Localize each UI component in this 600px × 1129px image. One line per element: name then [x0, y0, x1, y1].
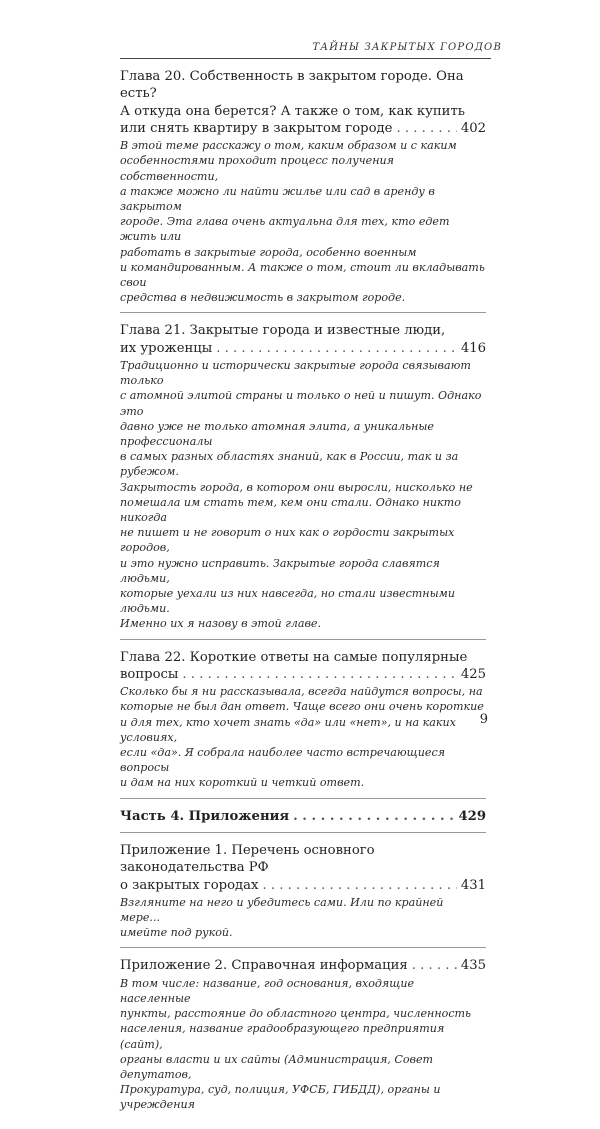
entry-title [120, 68, 486, 137]
entry-description-line: пункты, расстояние до областного центра, численность [120, 1007, 472, 1021]
entry-title [120, 808, 486, 825]
entry-description-line: В этой теме расскажу о том, каким образом и с каким [120, 139, 457, 153]
entry-leader-line [120, 120, 486, 137]
entry-description-line: которые не был дан ответ. Чаще всего они очень короткие [120, 700, 484, 714]
entry-description-line: не пишет и не говорит о них как о гордости закрытых городов, [120, 526, 455, 555]
entry-leader-line [120, 808, 486, 825]
entry-description-line: если «да». Я собрала наиболее часто встречающиеся вопросы [120, 746, 446, 775]
dot-leader [262, 877, 456, 894]
header-rule [120, 58, 491, 59]
dot-leader [216, 340, 457, 357]
entry-description-line: средства в недвижимость в закрытом городе. [120, 291, 406, 305]
entry-description-line: а также можно ли найти жилье или сад в аренду в закрытом [120, 184, 435, 213]
dot-leader [396, 120, 456, 137]
entry-description-line: городе. Эта глава очень актуальна для тех, кто едет жить или [120, 215, 450, 244]
entry-description-line: органы власти и их сайты (Администрация, Совет депутатов, [120, 1052, 434, 1081]
toc-entry [120, 68, 486, 313]
entry-description-line: давно уже не только атомная элита, а уникальные профессионалы [120, 419, 434, 449]
entry-description-line: Прокуратура, суд, полиция, УФСБ, ГИБДД), органы и учреждения [120, 1083, 441, 1112]
entry-description-line: населения, название градообразующего предприятия (сайт), [120, 1022, 445, 1051]
entry-title [120, 322, 486, 357]
entry-description-line: с атомной элитой страны и только о ней и пишут. Однако это [120, 389, 482, 418]
entry-description [120, 895, 486, 941]
entry-page-number: 416 [460, 340, 486, 356]
entry-description-line: особенностями проходит процесс получения собственности, [120, 154, 395, 183]
entry-title-last-line: их уроженцы [120, 340, 213, 356]
entry-page-number: 402 [460, 120, 486, 136]
entry-page-number: 429 [458, 808, 486, 824]
entry-leader-line [120, 666, 486, 683]
toc-entry [120, 649, 486, 799]
entry-description [120, 976, 486, 1113]
running-head: ТАЙНЫ ЗАКРЫТЫХ ГОРОДОВ [312, 42, 502, 53]
entry-title-last-line: о закрытых городах [120, 877, 259, 893]
entry-leader-line [120, 957, 486, 974]
entry-title-line: Глава 21. Закрытые города и известные люди, [120, 323, 446, 339]
entry-title-line: А откуда она берется? А также о том, как купить [120, 103, 465, 119]
entry-description-line: и дам на них короткий и четкий ответ. [120, 776, 365, 790]
entry-page-number: 425 [460, 666, 486, 682]
entry-leader-line [120, 340, 486, 357]
entry-title-line: Приложение 1. Перечень основного законодательства РФ [120, 842, 375, 876]
entry-description-line: в самых разных областях знаний, как в России, так и за рубежом. [120, 450, 459, 479]
entry-description [120, 358, 486, 632]
entry-title [120, 957, 486, 974]
table-of-contents [120, 68, 486, 1129]
entry-description-line: и для тех, кто хочет знать «да» или «нет», и на каких условиях, [120, 715, 456, 744]
entry-title-last-line: или снять квартиру в закрытом городе [120, 120, 393, 136]
entry-title-line: Глава 22. Короткие ответы на самые популярные [120, 649, 468, 665]
entry-description-line: помешала им стать тем, кем они стали. Однако никто никогда [120, 495, 461, 525]
entry-description-line: Именно их я назову в этой главе. [120, 617, 322, 631]
entry-description-line: Сколько бы я ни рассказывала, всегда найдутся вопросы, на [120, 685, 483, 699]
entry-title-last-line: Приложение 2. Справочная информация [120, 958, 408, 974]
dot-leader [293, 808, 454, 825]
entry-description-line: и это нужно исправить. Закрытые города славятся людьми, [120, 556, 440, 585]
entry-description-line: которые уехали из них навсегда, но стали известными людьми. [120, 587, 455, 616]
dot-leader [182, 666, 456, 683]
entry-leader-line [120, 877, 486, 894]
toc-part-entry [120, 808, 486, 833]
toc-entry [120, 842, 486, 949]
entry-description-line: Взгляните на него и убедитесь сами. Или по крайней мере... [120, 895, 444, 925]
entry-description-line: В том числе: название, год основания, входящие населенные [120, 976, 415, 1005]
entry-title [120, 842, 486, 894]
entry-description-line: имейте под рукой. [120, 926, 233, 940]
entry-description-line: Закрытость города, в котором они выросли, нисколько не [120, 480, 473, 494]
entry-description-line: и командированным. А также о том, стоит ли вкладывать свои [120, 260, 485, 290]
dot-leader [412, 957, 457, 974]
entry-description-line: Традиционно и исторически закрытые города связывают только [120, 359, 471, 388]
entry-description [120, 138, 486, 305]
toc-entry [120, 957, 486, 1119]
entry-description-line: работать в закрытые города, особенно военным [120, 245, 417, 259]
toc-entry [120, 322, 486, 639]
entry-title-last-line: вопросы [120, 666, 179, 682]
entry-title-last-line: Часть 4. Приложения [120, 808, 290, 824]
entry-description [120, 684, 486, 790]
entry-title [120, 649, 486, 684]
entry-page-number: 435 [460, 958, 486, 974]
page-number: 9 [479, 712, 488, 727]
entry-page-number: 431 [460, 877, 486, 893]
entry-title-line: Глава 20. Собственность в закрытом городе. Она есть? [120, 69, 464, 102]
